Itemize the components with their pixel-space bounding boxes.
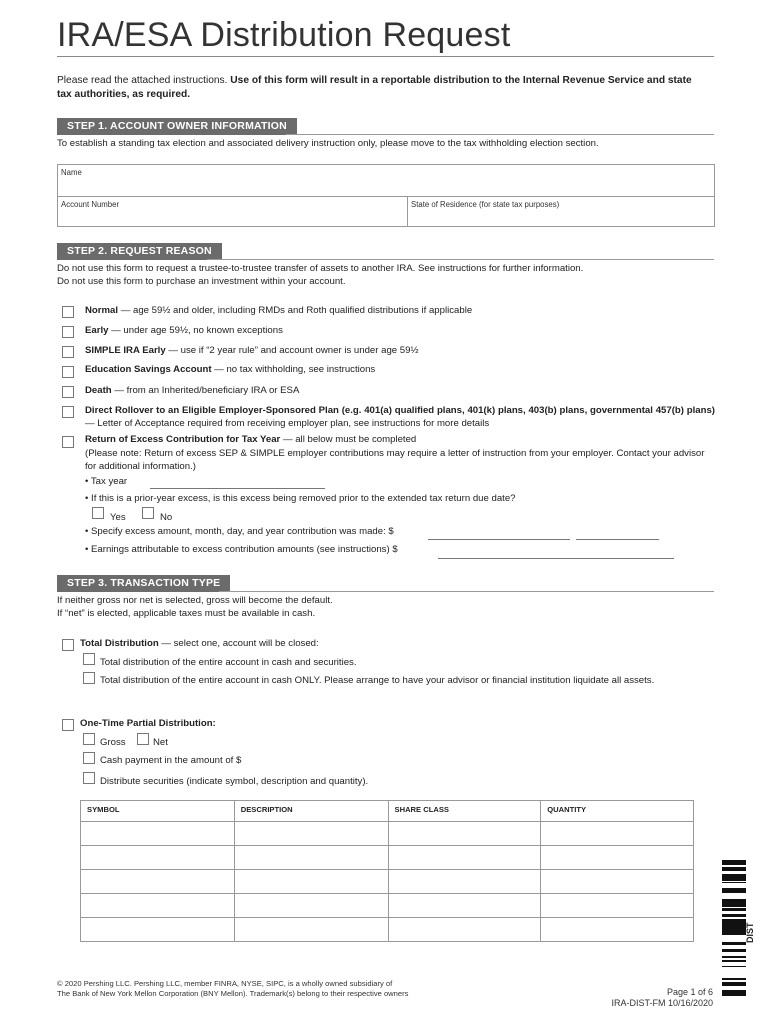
barcode-bar	[722, 882, 746, 883]
total-distribution-checkbox[interactable]	[62, 639, 74, 651]
quantity-header: QUANTITY	[541, 801, 694, 822]
reason-death-checkbox[interactable]	[62, 386, 74, 398]
partial-distribution-label: One-Time Partial Distribution:	[80, 718, 216, 729]
net-checkbox[interactable]	[137, 733, 149, 745]
share-class-cell[interactable]	[388, 918, 541, 942]
description-cell[interactable]	[234, 918, 388, 942]
earnings-amount-input[interactable]	[438, 558, 674, 559]
prior-year-yes-label: Yes	[110, 512, 126, 523]
description-cell[interactable]	[234, 846, 388, 870]
account-number-field[interactable]	[57, 196, 408, 227]
footer-copyright-1: © 2020 Pershing LLC. Pershing LLC, member FINRA, NYSE, SIPC, is a wholly owned subsidiary of	[57, 979, 393, 988]
description-cell[interactable]	[234, 894, 388, 918]
total-cash-securities-label: Total distribution of the entire account in cash and securities.	[100, 657, 357, 668]
description-cell[interactable]	[234, 870, 388, 894]
share-class-cell[interactable]	[388, 870, 541, 894]
step2-rule	[207, 259, 714, 260]
total-cash-only-text: Total distribution of the entire account in cash ONLY. Please arrange to have your advisor or financial institution liquidate all assets.	[100, 675, 655, 686]
barcode-bar	[722, 983, 746, 986]
state-of-residence-label: State of Residence (for state tax purposes)	[411, 200, 560, 209]
distribute-securities-checkbox[interactable]	[83, 772, 95, 784]
gross-label: Gross	[100, 737, 126, 748]
barcode-bar	[722, 899, 746, 901]
footer-copyright-2: The Bank of New York Mellon Corporation (BNY Mellon). Trademark(s) belong to their respective owners	[57, 989, 409, 998]
table-row	[81, 846, 694, 870]
form-id: IRA-DIST-FM 10/16/2020	[611, 998, 713, 1008]
step1-header: STEP 1. ACCOUNT OWNER INFORMATION	[57, 118, 297, 135]
step3-header: STEP 3. TRANSACTION TYPE	[57, 575, 230, 592]
barcode-bar	[722, 961, 746, 962]
partial-distribution-checkbox[interactable]	[62, 719, 74, 731]
reason-rollover-checkbox[interactable]	[62, 406, 74, 418]
earnings-label: • Earnings attributable to excess contribution amounts (see instructions) $	[85, 544, 398, 555]
barcode-label: DIST	[745, 922, 755, 943]
reason-simple-ira-label: SIMPLE IRA Early — use if “2 year rule” and account owner is under age 59½	[85, 345, 419, 356]
barcode-bar	[722, 862, 746, 864]
barcode-bar	[722, 978, 746, 980]
quantity-cell[interactable]	[541, 918, 694, 942]
intro-plain: Please read the attached instructions.	[57, 75, 231, 86]
net-label: Net	[153, 737, 168, 748]
distribute-securities-label: Distribute securities (indicate symbol, description and quantity).	[100, 776, 369, 787]
step3-note-1: If neither gross nor net is selected, gross will become the default.	[57, 595, 333, 606]
reason-rollover-label: Direct Rollover to an Eligible Employer-Sponsored Plan (e.g. 401(a) qualified plans, 401(k) plans, 403(b) plans, governmental 457(b) plans) — Letter of Acceptance required from receiving employer plan, see instructions for more details	[85, 405, 715, 429]
symbol-header: SYMBOL	[81, 801, 235, 822]
cash-payment-label: Cash payment in the amount of $	[100, 755, 242, 766]
reason-excess-checkbox[interactable]	[62, 436, 74, 448]
quantity-cell[interactable]	[541, 870, 694, 894]
table-header-row	[81, 801, 694, 822]
table-row	[81, 918, 694, 942]
reason-early-checkbox[interactable]	[62, 326, 74, 338]
barcode-bar	[722, 870, 746, 871]
step2-note-2: Do not use this form to purchase an investment within your account.	[57, 276, 346, 287]
prior-year-no-checkbox[interactable]	[142, 507, 154, 519]
step3-rule	[219, 591, 714, 592]
barcode-bar	[722, 890, 746, 891]
state-of-residence-field[interactable]	[407, 196, 715, 227]
description-cell[interactable]	[234, 822, 388, 846]
symbol-cell[interactable]	[81, 894, 235, 918]
barcode-bar	[722, 888, 746, 890]
page-number: Page 1 of 6	[666, 987, 713, 997]
reason-early-label: Early — under age 59½, no known exceptions	[85, 325, 283, 336]
excess-note: (Please note: Return of excess SEP & SIMPLE employer contributions may require a letter of instruction from your employer. Contact your advisor for additional information.)	[85, 448, 705, 472]
prior-year-question: • If this is a prior-year excess, is this excess being removed prior to the extended tax return due date?	[85, 493, 516, 504]
symbol-cell[interactable]	[81, 846, 235, 870]
gross-checkbox[interactable]	[83, 733, 95, 745]
reason-normal-label: Normal — age 59½ and older, including RMDs and Roth qualified distributions if applicable	[85, 305, 473, 316]
barcode-bar	[722, 864, 746, 865]
barcode-bar	[722, 891, 746, 893]
step3-note-2: If “net” is elected, applicable taxes must be available in cash.	[57, 608, 316, 619]
tax-year-input[interactable]	[150, 488, 325, 489]
symbol-cell[interactable]	[81, 822, 235, 846]
name-field[interactable]	[57, 164, 715, 197]
symbol-cell[interactable]	[81, 870, 235, 894]
step2-note-1: Do not use this form to request a trustee-to-trustee transfer of assets to another IRA. See instructions for further information.	[57, 263, 584, 274]
barcode-bar	[722, 993, 746, 996]
table-row	[81, 822, 694, 846]
description-header: DESCRIPTION	[234, 801, 388, 822]
barcode-bar	[722, 982, 746, 983]
quantity-cell[interactable]	[541, 846, 694, 870]
cash-payment-checkbox[interactable]	[83, 752, 95, 764]
step1-note: To establish a standing tax election and associated delivery instruction only, please move to the tax withholding election section.	[57, 138, 599, 149]
barcode-bar	[722, 901, 746, 904]
account-number-label: Account Number	[61, 200, 120, 209]
share-class-cell[interactable]	[388, 822, 541, 846]
share-class-cell[interactable]	[388, 846, 541, 870]
name-label: Name	[61, 168, 82, 177]
reason-death-label: Death — from an Inherited/beneficiary IRA or ESA	[85, 385, 300, 396]
table-row	[81, 870, 694, 894]
reason-excess-label: Return of Excess Contribution for Tax Year — all below must be completed	[85, 434, 417, 445]
table-row	[81, 894, 694, 918]
barcode-bar	[722, 876, 746, 879]
step1-rule	[286, 134, 714, 135]
quantity-cell[interactable]	[541, 822, 694, 846]
tax-year-label: • Tax year	[85, 476, 128, 487]
barcode-bar	[722, 949, 746, 952]
excess-amount-input[interactable]	[428, 539, 570, 540]
specify-excess-label: • Specify excess amount, month, day, and year contribution was made: $	[85, 526, 394, 537]
reason-simple-ira-checkbox[interactable]	[62, 346, 74, 358]
intro-text	[57, 74, 707, 102]
form-title: IRA/ESA Distribution Request	[57, 16, 511, 54]
total-cash-securities-checkbox[interactable]	[83, 653, 95, 665]
total-distribution-label: Total Distribution — select one, account will be closed:	[80, 638, 319, 649]
barcode-bar	[722, 956, 746, 958]
title-divider	[57, 56, 714, 57]
barcode-bar	[722, 874, 746, 876]
contribution-date-input[interactable]	[576, 539, 659, 540]
reason-esa-label: Education Savings Account — no tax withholding, see instructions	[85, 364, 376, 375]
reason-normal-checkbox[interactable]	[62, 306, 74, 318]
prior-year-no-label: No	[160, 512, 173, 523]
symbol-cell[interactable]	[81, 918, 235, 942]
barcode-bar	[722, 966, 746, 967]
barcode-bar	[722, 860, 746, 862]
barcode-bar	[722, 879, 746, 881]
reason-esa-checkbox[interactable]	[62, 366, 74, 378]
barcode-bar	[722, 867, 746, 870]
prior-year-yes-checkbox[interactable]	[92, 507, 104, 519]
barcode-bar	[722, 960, 746, 961]
step2-header: STEP 2. REQUEST REASON	[57, 243, 222, 260]
barcode-label-wrap	[742, 905, 762, 945]
intro-bold: Use of this form will result in a reportable distribution to the Internal Revenue Service and state tax authorities, as required.	[57, 75, 692, 100]
barcode-bar	[722, 990, 746, 993]
share-class-cell[interactable]	[388, 894, 541, 918]
securities-table	[80, 800, 694, 942]
quantity-cell[interactable]	[541, 894, 694, 918]
share-class-header: SHARE CLASS	[388, 801, 541, 822]
